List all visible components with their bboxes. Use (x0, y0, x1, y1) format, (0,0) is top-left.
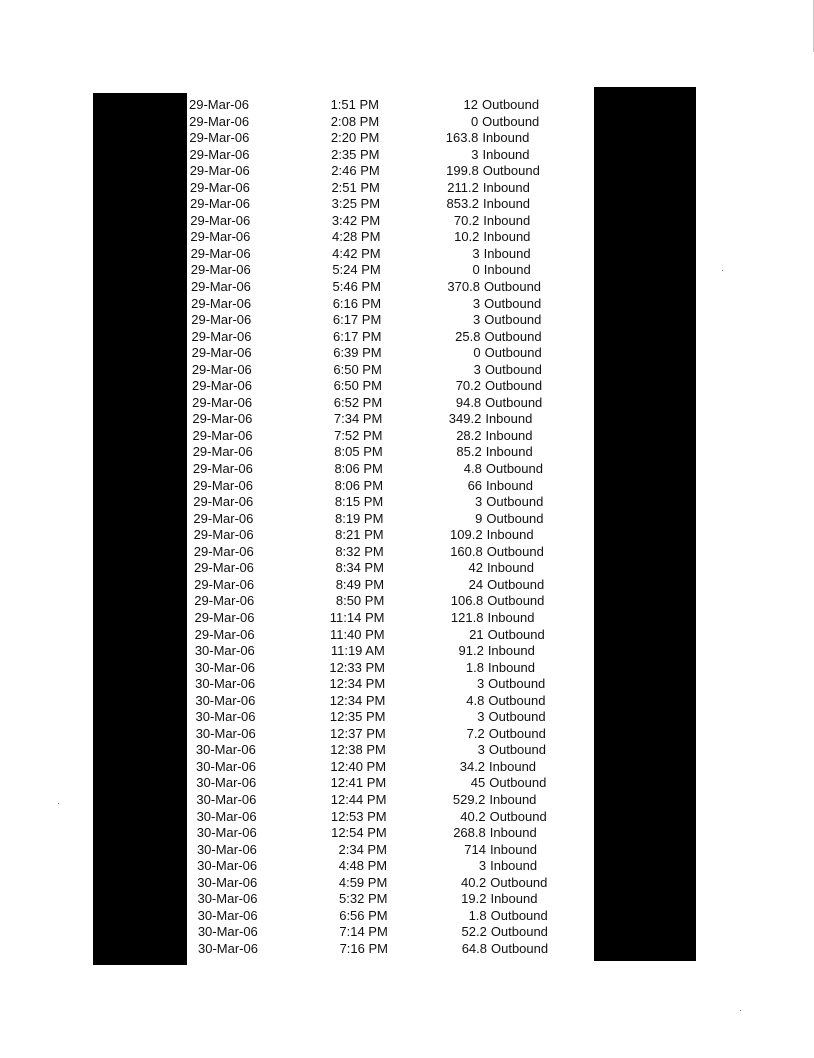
table-row (0, 693, 814, 710)
time-cell: 8:50 PM (335, 593, 385, 609)
amount-cell: 529.2 (452, 791, 486, 807)
time-cell: 7:34 PM (333, 411, 383, 427)
direction-cell: Outbound (486, 510, 544, 526)
date-cell: 29-Mar-06 (192, 427, 253, 443)
direction-cell: Inbound (483, 212, 531, 228)
table-row (0, 312, 814, 329)
amount-cell: 3 (473, 312, 481, 328)
time-cell: 12:34 PM (329, 676, 386, 692)
table-row (0, 114, 814, 131)
date-cell: 30-Mar-06 (197, 924, 258, 940)
table-row (0, 196, 814, 213)
table-row (0, 908, 814, 925)
direction-cell: Outbound (482, 163, 540, 179)
direction-cell: Outbound (487, 626, 545, 642)
date-cell: 29-Mar-06 (192, 444, 253, 460)
time-cell: 12:34 PM (329, 692, 386, 708)
amount-cell: 4.8 (466, 692, 485, 708)
amount-cell: 52.2 (461, 924, 487, 940)
amount-cell: 85.2 (456, 444, 482, 460)
direction-cell: Inbound (488, 659, 535, 675)
direction-cell: Outbound (485, 461, 543, 477)
time-cell: 12:54 PM (331, 825, 387, 841)
scan-speck (740, 1010, 741, 1011)
table-row (0, 262, 814, 279)
date-cell: 29-Mar-06 (189, 146, 250, 162)
amount-cell: 28.2 (456, 427, 482, 443)
amount-cell: 40.2 (460, 874, 487, 890)
date-cell: 29-Mar-06 (190, 196, 251, 212)
date-cell: 29-Mar-06 (190, 229, 251, 245)
time-cell: 12:35 PM (329, 709, 386, 725)
time-cell: 3:42 PM (331, 212, 381, 228)
time-cell: 2:20 PM (330, 130, 380, 146)
direction-cell: Outbound (484, 345, 542, 361)
table-row (0, 180, 814, 197)
table-row (0, 560, 814, 577)
time-cell: 8:06 PM (334, 477, 384, 493)
table-row (0, 544, 814, 561)
table-row (0, 296, 814, 313)
amount-cell: 853.2 (446, 196, 480, 212)
date-cell: 29-Mar-06 (194, 593, 255, 609)
time-cell: 8:32 PM (335, 543, 384, 559)
direction-cell: Inbound (489, 825, 537, 841)
date-cell: 29-Mar-06 (191, 345, 252, 361)
call-log-table (0, 97, 814, 957)
direction-cell: Outbound (488, 709, 546, 725)
amount-cell: 4.8 (463, 461, 482, 477)
table-row (0, 709, 814, 726)
table-row (0, 726, 814, 743)
table-row (0, 875, 814, 892)
time-cell: 12:44 PM (330, 791, 387, 807)
time-cell: 4:28 PM (331, 229, 381, 245)
date-cell: 30-Mar-06 (197, 874, 258, 890)
date-cell: 29-Mar-06 (189, 97, 249, 112)
amount-cell: 3 (477, 709, 485, 725)
table-row (0, 610, 814, 627)
time-cell: 2:34 PM (338, 841, 387, 857)
amount-cell: 24 (468, 576, 484, 592)
table-row (0, 395, 814, 412)
direction-cell: Inbound (486, 477, 534, 493)
table-row (0, 411, 814, 428)
direction-cell: Outbound (491, 940, 549, 956)
time-cell: 6:16 PM (332, 295, 382, 311)
direction-cell: Inbound (482, 130, 530, 146)
date-cell: 29-Mar-06 (189, 130, 250, 146)
direction-cell: Outbound (489, 775, 547, 791)
amount-cell: 268.8 (453, 825, 486, 841)
table-row (0, 825, 814, 842)
date-cell: 30-Mar-06 (198, 940, 258, 956)
amount-cell: 349.2 (448, 411, 482, 427)
table-row (0, 858, 814, 875)
date-cell: 30-Mar-06 (196, 775, 257, 791)
date-cell: 29-Mar-06 (191, 295, 252, 311)
direction-cell: Outbound (484, 361, 542, 377)
amount-cell: 34.2 (459, 758, 486, 774)
table-row (0, 511, 814, 528)
time-cell: 11:19 AM (330, 643, 385, 659)
direction-cell: Outbound (485, 378, 543, 394)
direction-cell: Inbound (485, 444, 533, 460)
date-cell: 29-Mar-06 (191, 361, 252, 377)
time-cell: 4:59 PM (338, 874, 388, 890)
date-cell: 29-Mar-06 (192, 461, 253, 477)
table-row (0, 444, 814, 461)
direction-cell: Inbound (489, 791, 537, 807)
table-row (0, 891, 814, 908)
amount-cell: 0 (473, 345, 481, 361)
date-cell: 30-Mar-06 (196, 808, 257, 824)
direction-cell: Outbound (485, 394, 543, 410)
table-row (0, 775, 814, 792)
direction-cell: Inbound (486, 560, 534, 576)
date-cell: 30-Mar-06 (196, 825, 257, 841)
time-cell: 2:35 PM (331, 146, 380, 162)
date-cell: 29-Mar-06 (193, 494, 254, 510)
direction-cell: Outbound (489, 808, 547, 824)
date-cell: 29-Mar-06 (194, 609, 255, 625)
direction-cell: Inbound (483, 245, 531, 261)
amount-cell: 109.2 (450, 527, 483, 543)
direction-cell: Outbound (490, 924, 548, 940)
date-cell: 30-Mar-06 (196, 841, 257, 857)
time-cell: 7:16 PM (339, 940, 388, 956)
time-cell: 6:17 PM (333, 328, 382, 344)
date-cell: 30-Mar-06 (196, 791, 257, 807)
amount-cell: 3 (472, 245, 480, 261)
date-cell: 30-Mar-06 (195, 725, 256, 741)
date-cell: 29-Mar-06 (192, 411, 253, 427)
date-cell: 29-Mar-06 (189, 113, 250, 129)
time-cell: 4:42 PM (332, 245, 381, 261)
amount-cell: 66 (467, 477, 483, 493)
time-cell: 8:21 PM (335, 527, 384, 543)
table-row (0, 362, 814, 379)
amount-cell: 211.2 (447, 179, 479, 195)
time-cell: 6:52 PM (333, 394, 383, 410)
time-cell: 12:53 PM (330, 808, 387, 824)
amount-cell: 3 (475, 494, 483, 510)
table-row (0, 246, 814, 263)
time-cell: 8:49 PM (335, 576, 385, 592)
amount-cell: 714 (464, 841, 486, 857)
table-row (0, 924, 814, 941)
direction-cell: Outbound (488, 725, 546, 741)
table-row (0, 378, 814, 395)
table-row (0, 792, 814, 809)
date-cell: 30-Mar-06 (194, 643, 255, 659)
time-cell: 5:24 PM (332, 262, 381, 278)
table-row (0, 842, 814, 859)
amount-cell: 1.8 (465, 659, 484, 675)
table-row (0, 279, 814, 296)
table-row (0, 660, 814, 677)
date-cell: 29-Mar-06 (192, 378, 252, 394)
direction-cell: Outbound (482, 113, 540, 129)
direction-cell: Outbound (486, 543, 544, 559)
direction-cell: Inbound (482, 179, 530, 195)
date-cell: 29-Mar-06 (191, 312, 252, 328)
table-row (0, 494, 814, 511)
amount-cell: 3 (477, 742, 485, 758)
amount-cell: 0 (470, 113, 479, 129)
table-row (0, 229, 814, 246)
date-cell: 30-Mar-06 (195, 659, 255, 675)
time-cell: 6:17 PM (332, 312, 382, 328)
time-cell: 8:06 PM (334, 461, 383, 477)
table-row (0, 329, 814, 346)
date-cell: 29-Mar-06 (193, 527, 254, 543)
table-row (0, 676, 814, 693)
table-row (0, 345, 814, 362)
direction-cell: Outbound (484, 295, 542, 311)
time-cell: 7:52 PM (334, 427, 383, 443)
amount-cell: 106.8 (450, 593, 484, 609)
date-cell: 30-Mar-06 (195, 709, 256, 725)
date-cell: 29-Mar-06 (191, 328, 252, 344)
amount-cell: 10.2 (454, 229, 480, 245)
amount-cell: 70.2 (453, 212, 480, 228)
time-cell: 5:46 PM (332, 279, 381, 295)
date-cell: 29-Mar-06 (190, 212, 251, 228)
time-cell: 2:08 PM (330, 113, 380, 129)
amount-cell: 199.8 (446, 163, 479, 179)
direction-cell: Inbound (489, 841, 537, 857)
table-row (0, 428, 814, 445)
direction-cell: Outbound (488, 742, 546, 758)
date-cell: 29-Mar-06 (193, 477, 254, 493)
time-cell: 11:40 PM (329, 626, 385, 642)
amount-cell: 160.8 (450, 543, 483, 559)
amount-cell: 9 (475, 510, 483, 526)
time-cell: 8:05 PM (334, 444, 383, 460)
time-cell: 8:34 PM (335, 560, 384, 576)
date-cell: 30-Mar-06 (195, 742, 256, 758)
direction-cell: Outbound (483, 279, 542, 295)
table-row (0, 130, 814, 147)
direction-cell: Inbound (483, 196, 531, 212)
direction-cell: Inbound (483, 229, 531, 245)
table-row (0, 478, 814, 495)
amount-cell: 121.8 (450, 609, 484, 625)
table-row (0, 527, 814, 544)
direction-cell: Inbound (489, 758, 537, 774)
time-cell: 1:51 PM (330, 97, 379, 112)
time-cell: 2:46 PM (331, 163, 380, 179)
table-row (0, 941, 814, 958)
direction-cell: Outbound (484, 328, 542, 344)
table-row (0, 643, 814, 660)
time-cell: 2:51 PM (331, 179, 380, 195)
amount-cell: 64.8 (461, 940, 487, 956)
direction-cell: Outbound (486, 494, 544, 510)
amount-cell: 3 (478, 858, 487, 874)
direction-cell: Outbound (490, 907, 548, 923)
direction-cell: Inbound (483, 262, 531, 278)
table-row (0, 213, 814, 230)
direction-cell: Inbound (487, 643, 535, 659)
time-cell: 5:32 PM (339, 891, 388, 907)
date-cell: 29-Mar-06 (190, 262, 251, 278)
time-cell: 8:15 PM (334, 494, 384, 510)
time-cell: 6:50 PM (333, 378, 382, 394)
time-cell: 12:41 PM (330, 775, 387, 791)
amount-cell: 25.8 (455, 328, 481, 344)
time-cell: 11:14 PM (329, 609, 385, 625)
time-cell: 8:19 PM (334, 510, 384, 526)
direction-cell: Outbound (490, 874, 548, 890)
amount-cell: 0 (472, 262, 480, 278)
date-cell: 29-Mar-06 (193, 543, 254, 559)
direction-cell: Inbound (490, 858, 538, 874)
date-cell: 29-Mar-06 (193, 510, 254, 526)
time-cell: 12:37 PM (330, 725, 386, 741)
table-row (0, 742, 814, 759)
amount-cell: 40.2 (460, 808, 486, 824)
date-cell: 29-Mar-06 (193, 560, 254, 576)
direction-cell: Inbound (486, 527, 534, 543)
date-cell: 29-Mar-06 (192, 394, 253, 410)
direction-cell: Outbound (487, 593, 545, 609)
time-cell: 6:39 PM (333, 345, 382, 361)
date-cell: 29-Mar-06 (194, 626, 255, 642)
amount-cell: 21 (469, 626, 484, 642)
amount-cell: 3 (476, 676, 485, 692)
date-cell: 29-Mar-06 (189, 163, 250, 179)
amount-cell: 45 (470, 775, 486, 791)
amount-cell: 94.8 (455, 394, 482, 410)
amount-cell: 7.2 (466, 725, 485, 741)
time-cell: 6:56 PM (339, 907, 388, 923)
time-cell: 12:33 PM (329, 659, 385, 675)
table-row (0, 577, 814, 594)
time-cell: 3:25 PM (331, 196, 381, 212)
direction-cell: Outbound (484, 312, 542, 328)
table-row (0, 147, 814, 164)
amount-cell: 3 (471, 146, 479, 162)
table-row (0, 809, 814, 826)
amount-cell: 3 (472, 295, 481, 311)
table-row (0, 97, 814, 114)
direction-cell: Inbound (485, 427, 533, 443)
direction-cell: Outbound (488, 692, 546, 708)
date-cell: 30-Mar-06 (197, 891, 258, 907)
table-row (0, 461, 814, 478)
amount-cell: 1.8 (468, 907, 487, 923)
time-cell: 6:50 PM (333, 361, 382, 377)
date-cell: 30-Mar-06 (196, 758, 257, 774)
amount-cell: 3 (473, 361, 481, 377)
amount-cell: 19.2 (461, 891, 487, 907)
date-cell: 29-Mar-06 (194, 576, 255, 592)
date-cell: 29-Mar-06 (190, 245, 251, 261)
time-cell: 4:48 PM (338, 858, 388, 874)
direction-cell: Inbound (490, 891, 538, 907)
amount-cell: 42 (468, 560, 483, 576)
table-row (0, 759, 814, 776)
amount-cell: 12 (463, 97, 478, 112)
date-cell: 30-Mar-06 (197, 907, 258, 923)
amount-cell: 163.8 (445, 130, 479, 146)
date-cell: 30-Mar-06 (197, 858, 258, 874)
date-cell: 30-Mar-06 (195, 676, 256, 692)
amount-cell: 370.8 (447, 279, 480, 295)
table-row (0, 593, 814, 610)
time-cell: 12:40 PM (330, 758, 387, 774)
date-cell: 30-Mar-06 (195, 692, 256, 708)
direction-cell: Outbound (482, 97, 540, 112)
direction-cell: Inbound (485, 411, 533, 427)
table-row (0, 163, 814, 180)
amount-cell: 70.2 (455, 378, 481, 394)
direction-cell: Outbound (487, 576, 545, 592)
direction-cell: Inbound (487, 609, 535, 625)
amount-cell: 91.2 (458, 643, 484, 659)
time-cell: 12:38 PM (330, 742, 386, 758)
table-row (0, 627, 814, 644)
direction-cell: Inbound (482, 146, 530, 162)
direction-cell: Outbound (488, 676, 546, 692)
date-cell: 29-Mar-06 (190, 279, 251, 295)
date-cell: 29-Mar-06 (189, 179, 250, 195)
time-cell: 7:14 PM (339, 924, 388, 940)
